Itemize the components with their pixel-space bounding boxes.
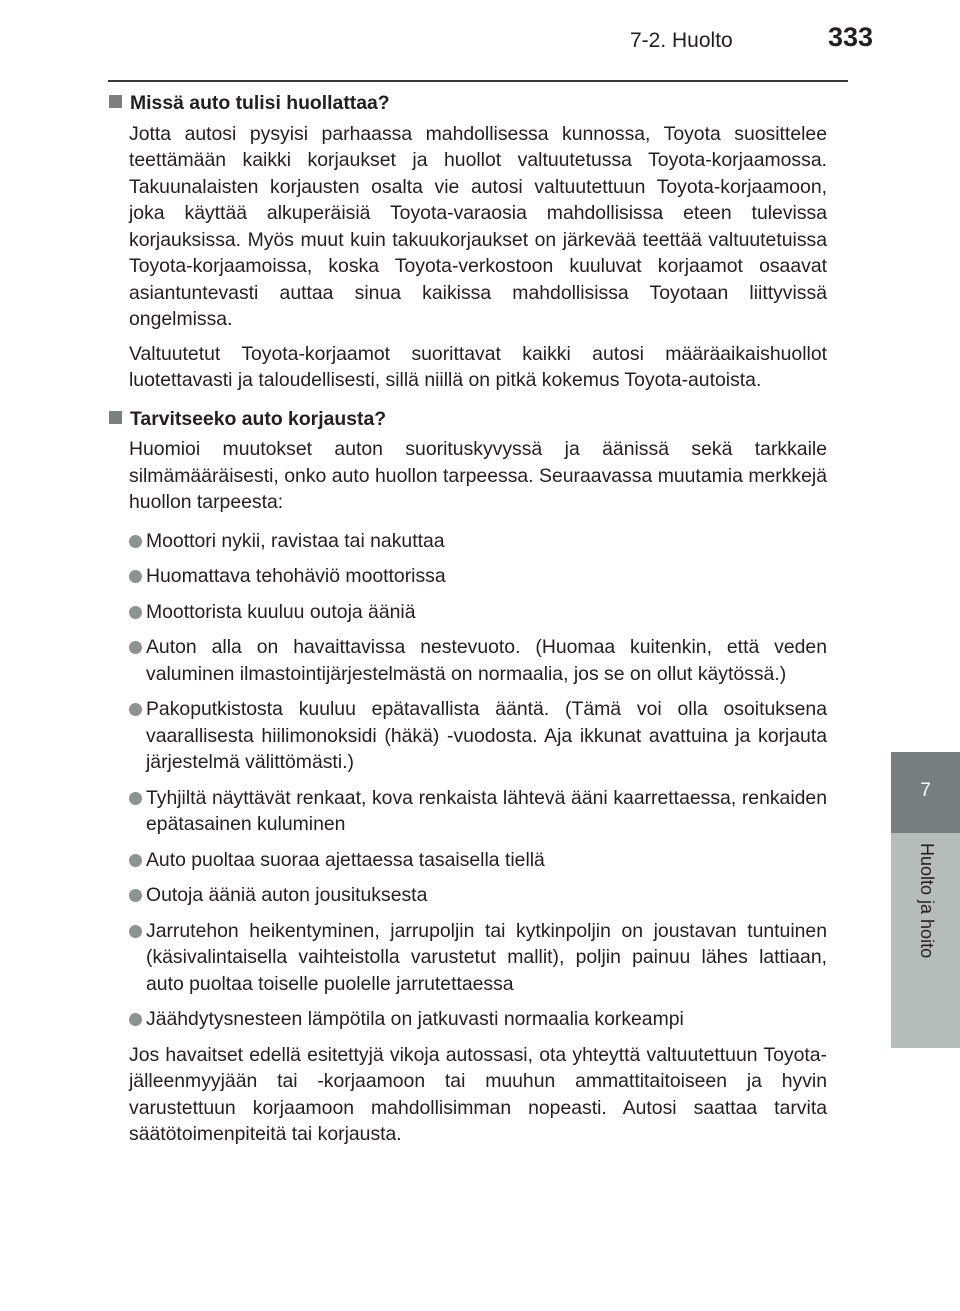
- list-item: [129, 785, 827, 838]
- page-content: [109, 90, 827, 1156]
- circle-bullet-icon: [129, 1013, 142, 1026]
- chapter-tab: [891, 752, 960, 833]
- list-item-text: Outoja ääniä auton jousituksesta: [146, 884, 428, 906]
- section-heading: [109, 90, 827, 117]
- square-bullet-icon: [109, 95, 122, 108]
- list-item-text: Moottori nykii, ravistaa tai nakuttaa: [146, 529, 445, 552]
- list-item-text: Tyhjiltä näyttävät renkaat, kova renkaista lähtevä ääni kaarrettaessa, renkaiden epätasainen kuluminen: [146, 786, 827, 835]
- list-item: [129, 918, 827, 998]
- chapter-label: [891, 833, 960, 1048]
- list-item: [129, 847, 827, 874]
- list-item: [129, 599, 827, 626]
- list-item: [129, 634, 827, 687]
- list-item-text: Jäähdytysnesteen lämpötila on jatkuvasti normaalia korkeampi: [146, 1008, 684, 1030]
- circle-bullet-icon: [129, 889, 142, 902]
- circle-bullet-icon: [129, 925, 142, 938]
- list-item-text: Jarrutehon heikentyminen, jarrupoljin tai kytkinpoljin on joustavan tuntuinen (käsivalintaisella vaihteistolla varustetut mallit), poljin painuu lähes lattiaan, auto puoltaa toiselle puolelle jarrutettaessa: [146, 919, 827, 995]
- list-item-text: Huomattava tehohäviö moottorissa: [146, 565, 446, 587]
- circle-bullet-icon: [129, 792, 142, 805]
- list-item-text: Pakoputkistosta kuuluu epätavallista ääntä. (Tämä voi olla osoituksena vaarallisesta hiilimonoksidi (häkä) -vuodosta. Aja ikkunat avattuina ja korjauta järjestelmä välittömästi.): [146, 698, 827, 773]
- list-item: [129, 563, 827, 590]
- page-number: 333: [828, 22, 874, 52]
- circle-bullet-icon: [129, 535, 142, 548]
- section-title: 7-2. Huolto: [630, 29, 733, 52]
- heading-text: Tarvitseeko auto korjausta?: [130, 407, 387, 430]
- list-item: [129, 696, 827, 776]
- list-item: [129, 1006, 827, 1033]
- paragraph: Jos havaitset edellä esitettyjä vikoja autossasi, ota yhteyttä valtuutettuun Toyota-jälleenmyyjään tai -korjaamoon tai muuhun ammattitaitoiseen ja hyvin varustettuun korjaamoon mahdollisimman nopeasti. Autosi saattaa tarvita säätötoimenpiteitä tai korjausta.: [129, 1043, 827, 1145]
- circle-bullet-icon: [129, 641, 142, 654]
- chapter-title: Huolto ja hoito: [917, 843, 937, 959]
- circle-bullet-icon: [129, 606, 142, 619]
- paragraph: Jotta autosi pysyisi parhaassa mahdollisessa kunnossa, Toyota suosittelee teettämään kaikki korjaukset ja huollot valtuutetussa Toyota-korjaamossa. Takuunalaisten korjausten osalta vie autosi valtuutettuun Toyota-korjaamoon, joka käyttää alkuperäisiä Toyota-varaosia mahdollisissa eteen tulevissa korjauksissa. Myös muut kuin takuukorjaukset on järkevää teettää valtuutetuissa Toyota-korjaamoissa, koska Toyota-verkostoon kuuluvat korjaamot osaavat asiantuntevasti auttaa sinua kaikissa mahdollisissa Toyotaan liittyvissä ongelmissa.: [129, 122, 827, 330]
- list-item: [129, 528, 827, 555]
- list-item-text: Auton alla on havaittavissa nestevuoto. (Huomaa kuitenkin, että veden valuminen ilmastointijärjestelmästä on normaalia, jos se on ollut käytössä.): [146, 636, 827, 685]
- list-item: [129, 882, 827, 909]
- chapter-number: 7: [920, 780, 931, 801]
- circle-bullet-icon: [129, 703, 142, 716]
- section-heading: [109, 406, 827, 433]
- circle-bullet-icon: [129, 854, 142, 867]
- paragraph: Valtuutetut Toyota-korjaamot suorittavat kaikki autosi määräaikaishuollot luotettavasti ja taloudellisesti, sillä niillä on pitkä kokemus Toyota-autoista.: [129, 342, 827, 391]
- list-item-text: Moottorista kuuluu outoja ääniä: [146, 600, 416, 623]
- paragraph: Huomioi muutokset auton suorituskyvyssä ja äänissä sekä tarkkaile silmämääräisesti, onko auto huollon tarpeessa. Seuraavassa muutamia merkkejä huollon tarpeesta:: [129, 438, 827, 513]
- circle-bullet-icon: [129, 570, 142, 583]
- list-item-text: Auto puoltaa suoraa ajettaessa tasaisella tiellä: [146, 848, 545, 871]
- square-bullet-icon: [109, 411, 122, 424]
- header-divider: [108, 80, 848, 82]
- heading-text: Missä auto tulisi huollattaa?: [130, 92, 390, 114]
